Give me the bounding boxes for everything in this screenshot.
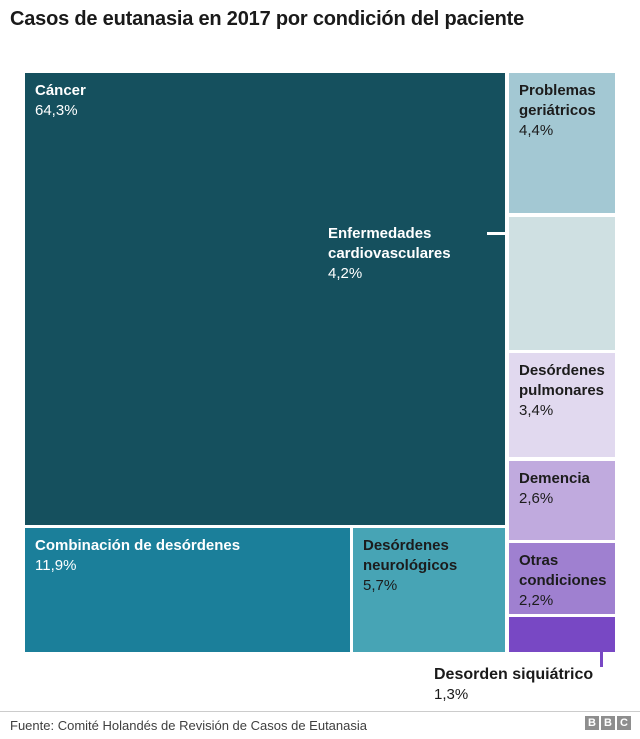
cell-value: 1,3%	[434, 686, 469, 703]
callout-label-cardiovasculares	[328, 224, 478, 284]
bbc-logo	[585, 716, 631, 730]
cell-value: 2,6%	[519, 490, 554, 507]
cell-label: Desórdenes pulmonares	[519, 362, 605, 399]
treemap-cell-otras-condiciones	[509, 543, 615, 614]
cell-label: Combinación de desórdenes	[35, 537, 241, 554]
source-text: Fuente: Comité Holandés de Revisión de Casos de Eutanasia	[10, 718, 367, 733]
treemap-cell-desordenes-pulmonares	[509, 353, 615, 457]
cell-value: 3,4%	[519, 402, 554, 419]
treemap-cell-enfermedades-cardiovasculares	[509, 217, 615, 350]
callout-line-cardiovasculares	[487, 232, 509, 235]
treemap-cell-demencia	[509, 461, 615, 540]
treemap-cell-combinacion-desordenes	[25, 528, 350, 652]
cell-value: 11,9%	[35, 557, 77, 574]
footer	[0, 711, 640, 739]
callout-label-siquiatrico	[434, 664, 634, 705]
cell-label: Desorden siquiátrico	[434, 666, 594, 683]
cell-label: Cáncer	[35, 82, 86, 99]
cell-label: Desórdenes neurológicos	[363, 537, 458, 574]
treemap-cell-problemas-geriatricos	[509, 73, 615, 213]
cell-label: Enfermedades cardiovasculares	[328, 225, 451, 262]
treemap-cell-desorden-siquiatrico	[509, 617, 615, 652]
cell-label: Otras condiciones	[519, 552, 607, 589]
cell-value: 64,3%	[35, 102, 78, 119]
bbc-logo-letter-c: C	[617, 716, 631, 730]
cell-value: 5,7%	[363, 577, 398, 594]
cell-label: Problemas geriátricos	[519, 82, 596, 119]
cell-value: 4,4%	[519, 122, 554, 139]
cell-label: Demencia	[519, 470, 590, 487]
bbc-logo-letter-b2: B	[601, 716, 615, 730]
treemap-cell-desordenes-neurologicos	[353, 528, 505, 652]
cell-value: 2,2%	[519, 592, 554, 609]
bbc-logo-letter-b1: B	[585, 716, 599, 730]
chart-title: Casos de eutanasia en 2017 por condición del paciente	[10, 8, 525, 30]
cell-value: 4,2%	[328, 265, 363, 282]
treemap-cell-cancer	[25, 73, 505, 525]
